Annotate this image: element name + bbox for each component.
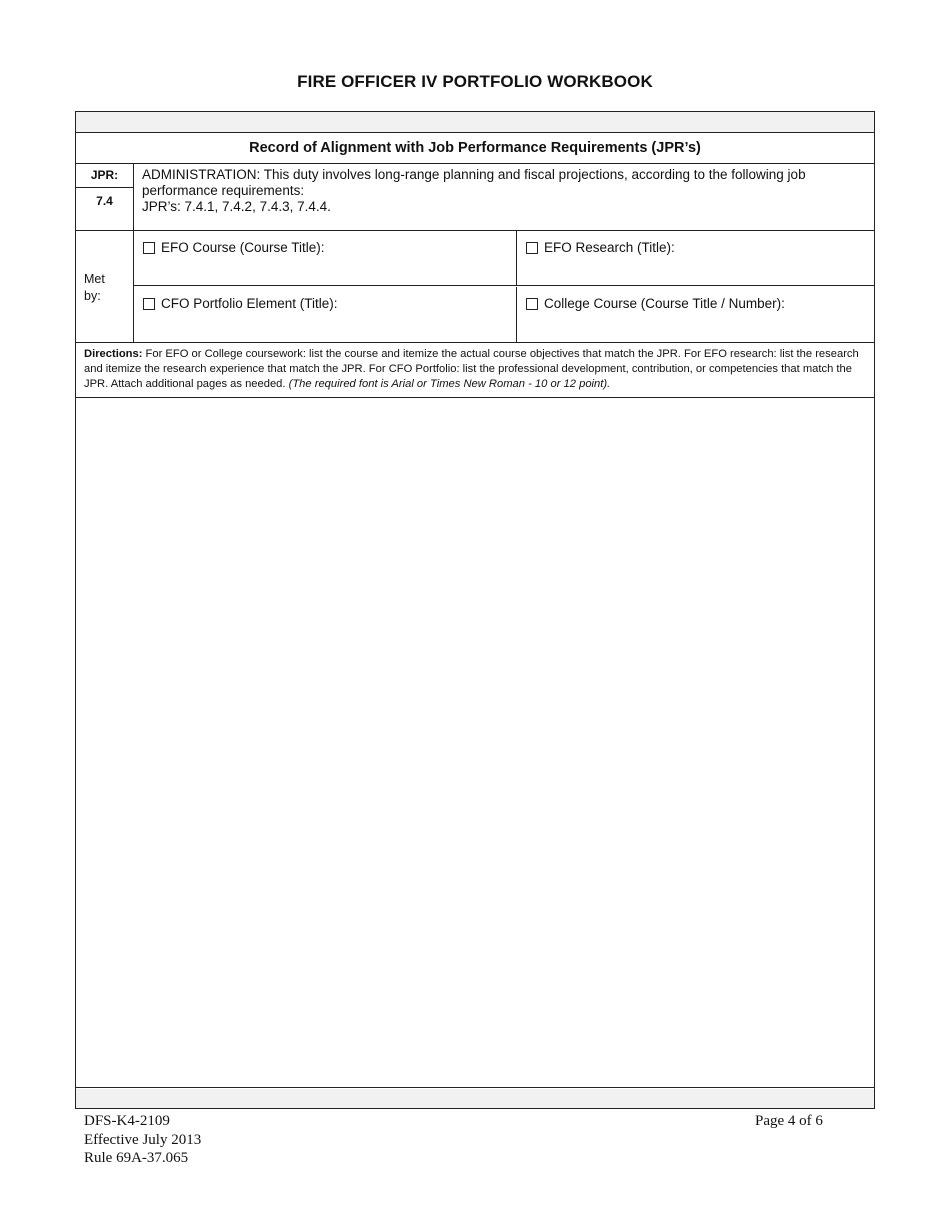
directions-label: Directions: [84, 348, 143, 360]
jpr-label: JPR: [76, 164, 133, 188]
efo-research-checkbox[interactable] [526, 242, 538, 254]
form-number: DFS-K4-2109 [84, 1113, 170, 1129]
bottom-shaded-band [76, 1089, 874, 1108]
met-by-label-column [76, 231, 134, 342]
footer-form-info [84, 1112, 201, 1168]
met-by-row [76, 231, 874, 343]
college-course-cell[interactable] [517, 287, 874, 342]
jpr-form [75, 111, 875, 1109]
cfo-portfolio-label: CFO Portfolio Element (Title): [161, 296, 338, 311]
cfo-portfolio-checkbox[interactable] [143, 298, 155, 310]
jpr-description [142, 167, 867, 215]
directions [76, 343, 874, 398]
jpr-list: JPR’s: 7.4.1, 7.4.2, 7.4.3, 7.4.4. [142, 199, 331, 214]
record-header: Record of Alignment with Job Performance Requirements (JPR’s) [76, 133, 874, 164]
jpr-description-main: ADMINISTRATION: This duty involves long-range planning and fiscal projections, according to the following job performance requirements: [142, 167, 806, 198]
jpr-number: 7.4 [96, 194, 113, 208]
directions-font-note: (The required font is Arial or Times New Roman - 10 or 12 point). [288, 378, 611, 391]
college-course-label: College Course (Course Title / Number): [544, 296, 785, 311]
jpr-row [76, 164, 874, 231]
rule-number: Rule 69A-37.065 [84, 1150, 189, 1166]
met-by-label: Met by: [84, 272, 105, 303]
response-area[interactable] [76, 399, 874, 1088]
effective-date: Effective July 2013 [84, 1131, 202, 1148]
efo-research-label: EFO Research (Title): [544, 240, 675, 255]
directions-text: For EFO or College coursework: list the course and itemize the actual course objectives that match the JPR. For EFO research: list the research and itemize the research experience that match the JPR. For CFO Portfolio: list the professional development, contribution, or competencies that match the JPR. Attach additional pages as needed. [84, 348, 859, 391]
document-title: FIRE OFFICER IV PORTFOLIO WORKBOOK [297, 72, 653, 91]
efo-course-checkbox[interactable] [143, 242, 155, 254]
page-number: Page 4 of 6 [755, 1113, 823, 1129]
jpr-label-column [76, 164, 134, 230]
efo-research-cell[interactable] [517, 231, 874, 286]
efo-course-label: EFO Course (Course Title): [161, 240, 325, 255]
cfo-portfolio-cell[interactable] [134, 287, 517, 342]
efo-course-cell[interactable] [134, 231, 517, 286]
top-shaded-band [76, 112, 874, 133]
college-course-checkbox[interactable] [526, 298, 538, 310]
